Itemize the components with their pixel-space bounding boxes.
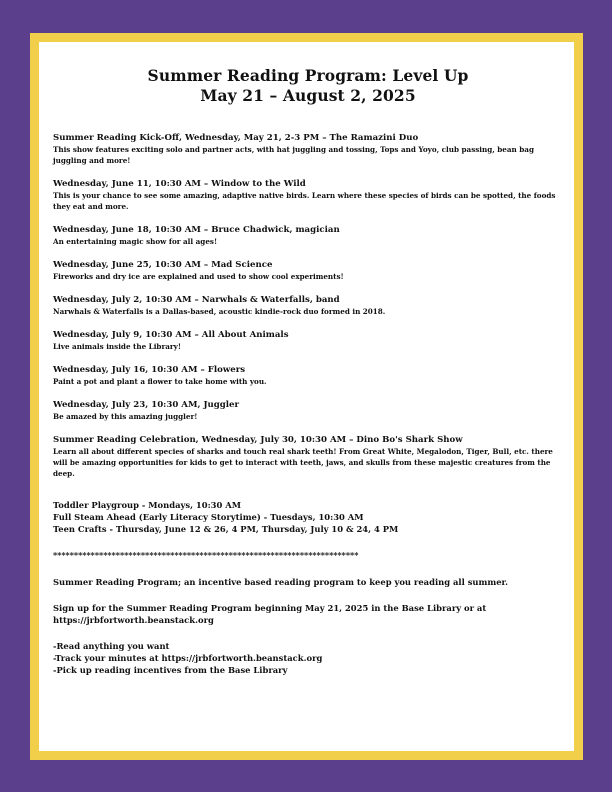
title-line-2: May 21 – August 2, 2025 [200, 86, 416, 105]
event-item [53, 132, 563, 166]
reading-tips [53, 640, 563, 676]
flyer-content [53, 66, 563, 676]
ongoing-programs [53, 499, 563, 535]
event-heading: Wednesday, July 23, 10:30 AM, Juggler [53, 400, 240, 410]
event-list [53, 132, 563, 479]
event-item [53, 224, 563, 247]
event-heading: Summer Reading Celebration, Wednesday, July 30, 10:30 AM – Dino Bo's Shark Show [53, 435, 463, 445]
event-item [53, 294, 563, 317]
program-description: Summer Reading Program; an incentive based reading program to keep you reading all summer. [53, 577, 509, 587]
event-heading: Wednesday, July 9, 10:30 AM – All About Animals [53, 330, 289, 340]
event-description: Fireworks and dry ice are explained and used to show cool experiments! [53, 272, 344, 281]
event-item [53, 399, 563, 422]
event-description: Live animals inside the Library! [53, 342, 182, 351]
event-heading: Wednesday, June 25, 10:30 AM – Mad Science [53, 260, 273, 270]
event-description: Narwhals & Waterfalls is a Dallas-based, acoustic kindie-rock duo formed in 2018. [53, 307, 386, 316]
title-line-1: Summer Reading Program: Level Up [147, 66, 469, 85]
tip-item: -Pick up reading incentives from the Base Library [53, 665, 288, 675]
event-description: Paint a pot and plant a flower to take home with you. [53, 377, 267, 386]
event-item [53, 259, 563, 282]
event-item [53, 364, 563, 387]
event-heading: Wednesday, June 11, 10:30 AM – Window to the Wild [53, 179, 306, 189]
tip-item: -Track your minutes at https://jrbfortworth.beanstack.org [53, 653, 323, 663]
event-description: An entertaining magic show for all ages! [53, 237, 218, 246]
event-description: This show features exciting solo and partner acts, with hat juggling and tossing, Tops and Yoyo, club passing, bean bag juggling and more! [53, 145, 534, 165]
event-item [53, 329, 563, 352]
tip-item: -Read anything you want [53, 641, 170, 651]
event-description: This is your chance to see some amazing, adaptive native birds. Learn where these species of birds can be spotted, the foods they eat and more. [53, 191, 556, 211]
event-item [53, 434, 563, 479]
signup-text: Sign up for the Summer Reading Program beginning May 21, 2025 in the Base Library or at https://jrbfortworth.beanstack.org [53, 603, 487, 625]
event-heading: Wednesday, July 16, 10:30 AM – Flowers [53, 365, 246, 375]
ongoing-item: Teen Crafts - Thursday, June 12 & 26, 4 PM, Thursday, July 10 & 24, 4 PM [53, 524, 399, 534]
event-item [53, 178, 563, 212]
ongoing-item: Toddler Playgroup - Mondays, 10:30 AM [53, 500, 242, 510]
program-info [53, 576, 563, 626]
flyer-title [53, 66, 563, 106]
event-heading: Wednesday, June 18, 10:30 AM – Bruce Chadwick, magician [53, 225, 340, 235]
event-description: Learn all about different species of sharks and touch real shark teeth! From Great White, Megalodon, Tiger, Bull, etc. there will be amazing opportunities for kids to get to interact with teeth, jaws, and skulls from these majestic creatures from the deep. [53, 447, 553, 478]
event-heading: Summer Reading Kick-Off, Wednesday, May 21, 2-3 PM – The Ramazini Duo [53, 133, 419, 143]
ongoing-item: Full Steam Ahead (Early Literacy Storytime) - Tuesdays, 10:30 AM [53, 512, 364, 522]
event-heading: Wednesday, July 2, 10:30 AM – Narwhals & Waterfalls, band [53, 295, 340, 305]
star-separator: ************************************************************************* [53, 550, 359, 560]
event-description: Be amazed by this amazing juggler! [53, 412, 198, 421]
